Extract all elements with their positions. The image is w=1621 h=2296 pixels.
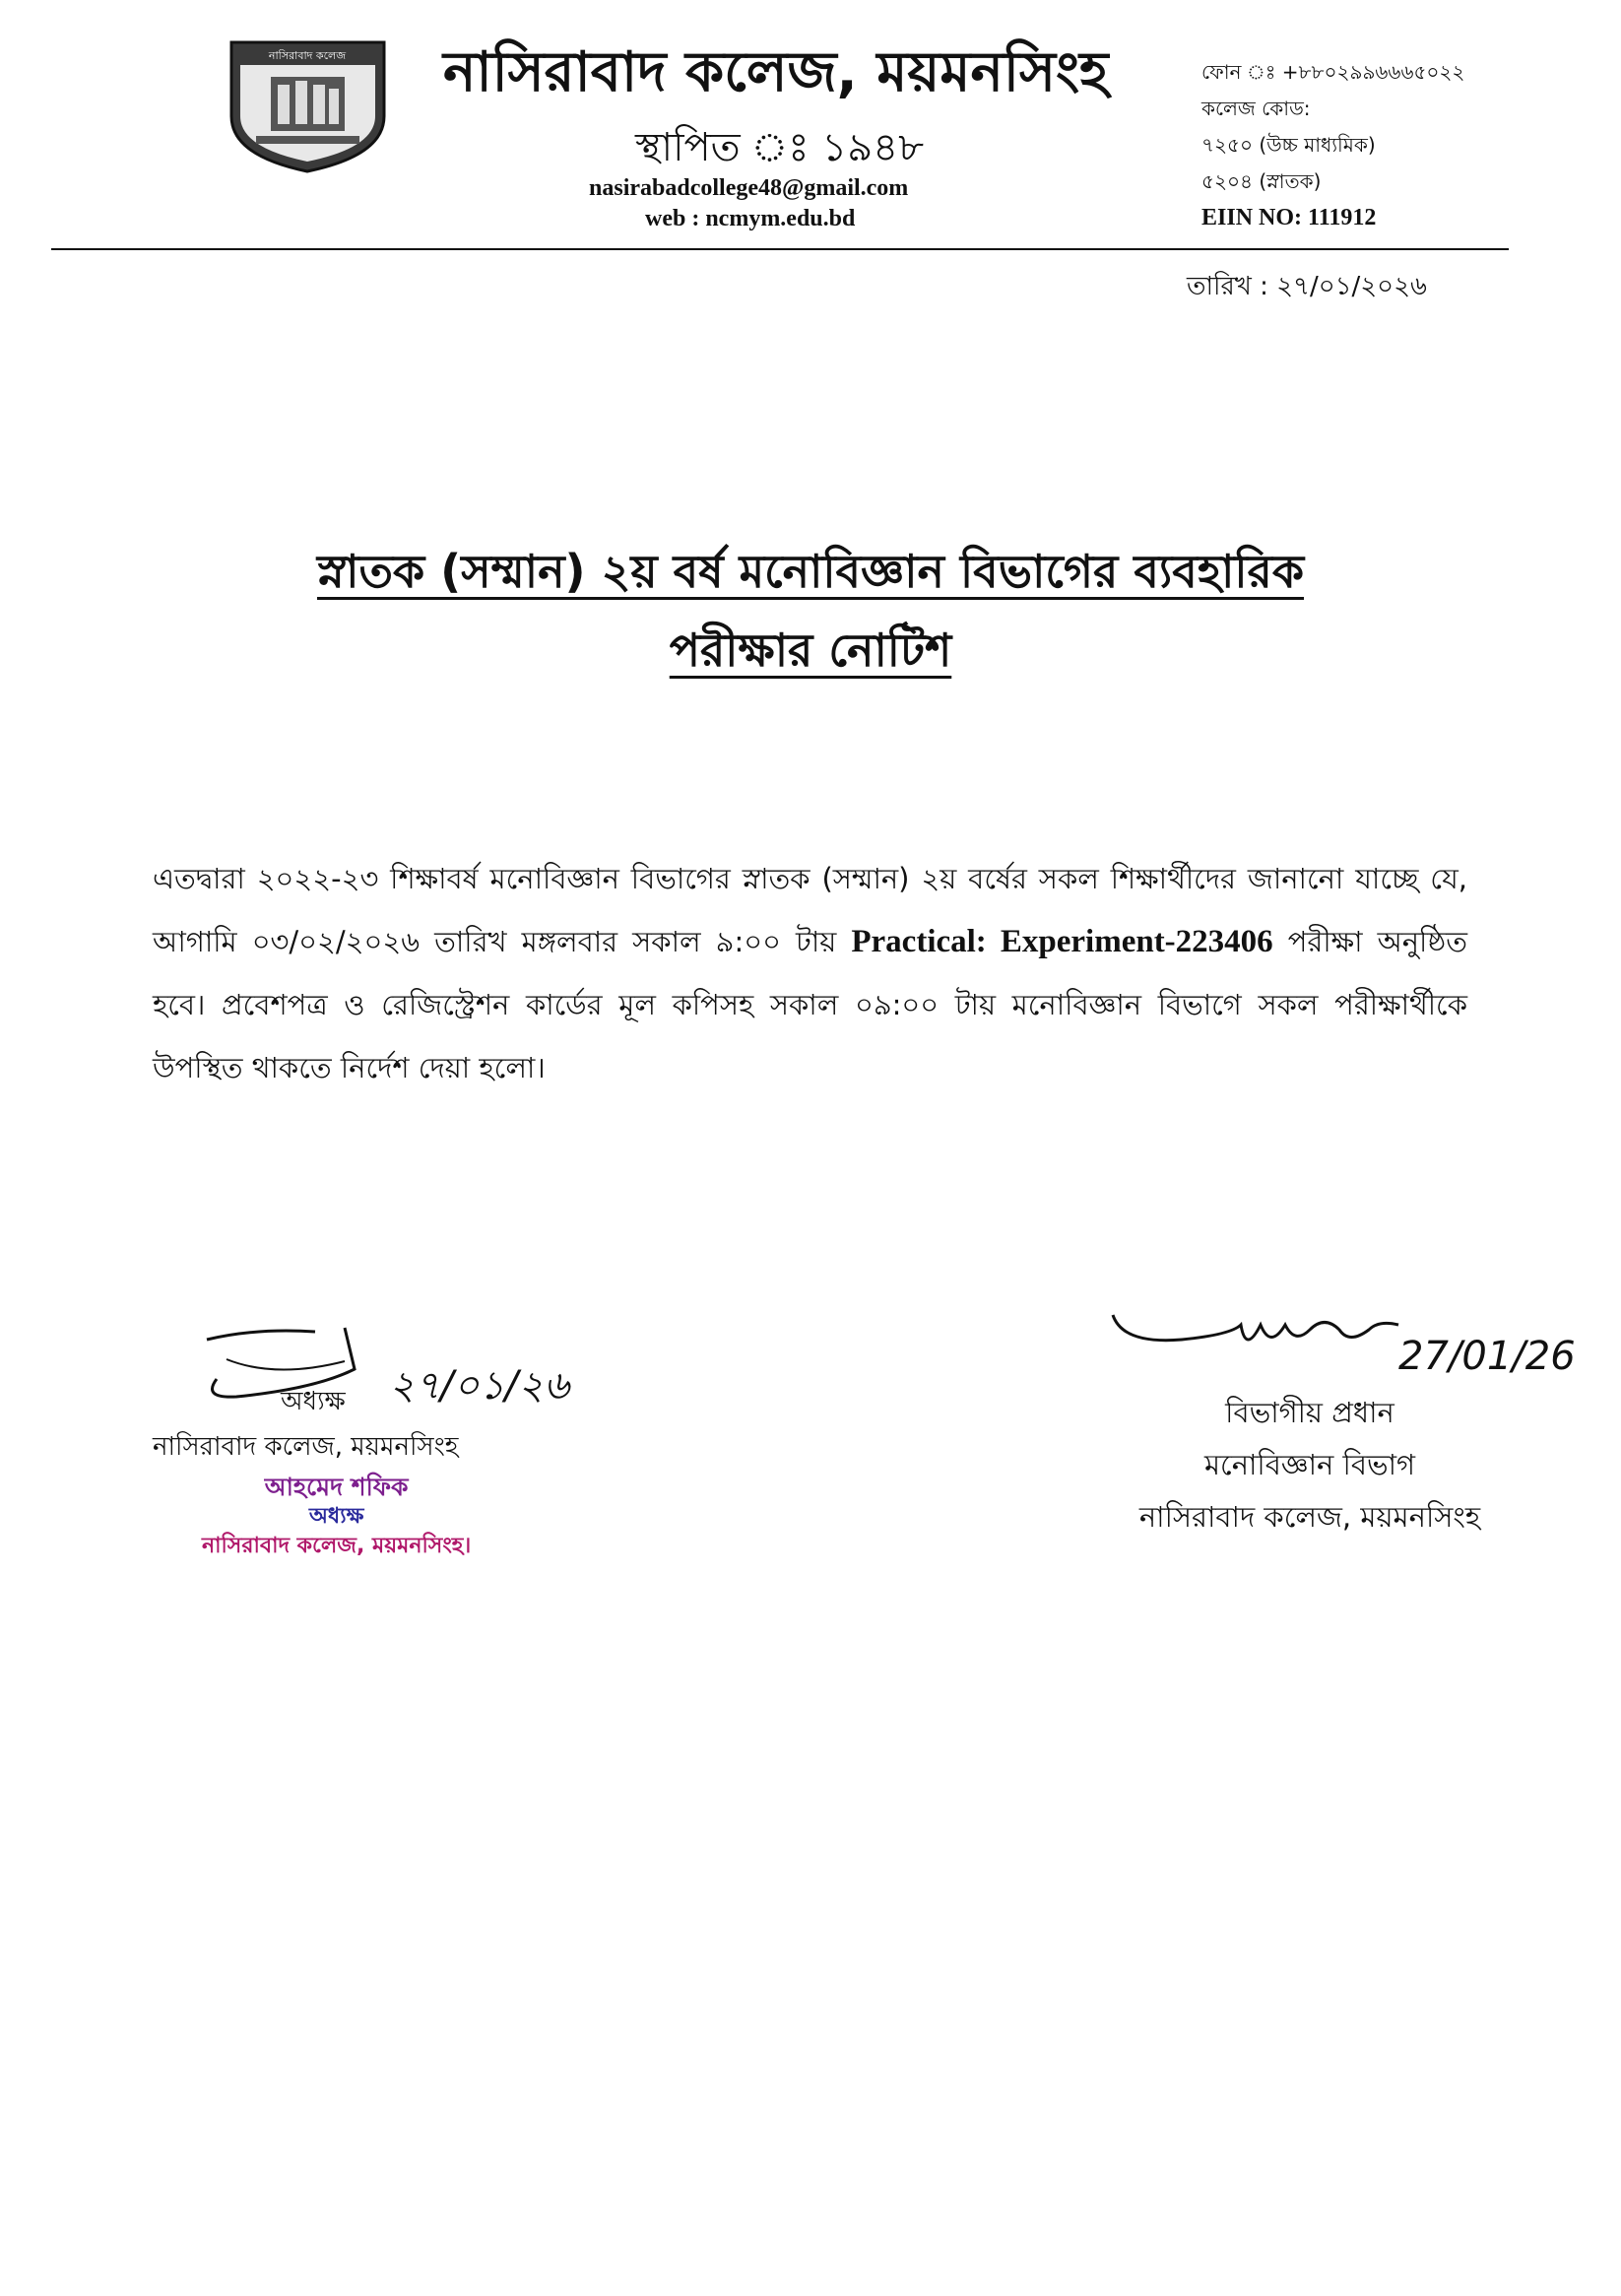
- college-code-hsc: ৭২৫০ (উচ্চ মাধ্যমিক): [1201, 133, 1376, 157]
- principal-signature-date: ২৭/০১/২৬: [389, 1363, 569, 1409]
- notice-body: [153, 847, 1467, 1099]
- department-head-block: [1093, 1387, 1526, 1543]
- header-divider: [51, 248, 1509, 250]
- college-email: nasirabadcollege48@gmail.com: [589, 175, 909, 201]
- phone-number: ফোন ঃ +৮৮০২৯৯৬৬৬৫০২২: [1201, 60, 1465, 84]
- department-head-signature-date: 27/01/26: [1398, 1334, 1576, 1379]
- college-website: web : ncmym.edu.bd: [645, 206, 856, 231]
- established-year: স্থাপিত ঃ ১৯৪৮: [635, 125, 925, 170]
- department-institution: নাসিরাবাদ কলেজ, ময়মনসিংহ: [1138, 1500, 1481, 1534]
- college-logo: [227, 37, 389, 175]
- stamp-institution: নাসিরাবাদ কলেজ, ময়মনসিংহ।: [202, 1534, 472, 1558]
- college-code-label: কলেজ কোড:: [1201, 97, 1311, 120]
- exam-code: Practical: Experiment-223406: [851, 924, 1273, 959]
- contact-block: [1201, 54, 1464, 236]
- notice-title: [158, 532, 1463, 689]
- principal-title: অধ্যক্ষ: [281, 1387, 346, 1416]
- department-name: মনোবিজ্ঞান বিভাগ: [1203, 1448, 1416, 1481]
- title-line-1: স্নাতক (সম্মান) ২য় বর্ষ মনোবিজ্ঞান বিভাগের ব্যবহারিক: [316, 545, 1305, 598]
- college-code-degree: ৫২০৪ (স্নাতক): [1201, 169, 1322, 193]
- principal-institution: নাসিরাবাদ কলেজ, ময়মনসিংহ: [153, 1432, 459, 1462]
- principal-block: [153, 1379, 458, 1470]
- department-head-title: বিভাগীয় প্রধান: [1225, 1396, 1394, 1429]
- eiin-number: EIIN NO: 111912: [1201, 205, 1377, 230]
- principal-stamp: [202, 1473, 471, 1561]
- stamp-title: অধ্যক্ষ: [308, 1504, 364, 1529]
- notice-date: তারিখ : ২৭/০১/২০২৬: [1187, 272, 1427, 301]
- body-part-2: পরীক্ষা অনুষ্ঠিত হবে। প্রবেশপত্র ও রেজিস্ট্রেশন কার্ডের মূল কপিসহ সকাল ০৯:০০ টায় মনোবিজ্ঞান বিভাগে সকল পরীক্ষার্থীকে উপস্থিত থাকতে নির্দেশ দেয়া হলো।: [153, 925, 1467, 1084]
- stamp-name: আহমেদ শফিক: [264, 1473, 409, 1501]
- college-name: নাসিরাবাদ কলেজ, ময়মনসিংহ: [443, 40, 1109, 104]
- body-part-1: এতদ্বারা ২০২২-২৩ শিক্ষাবর্ষ মনোবিজ্ঞান বিভাগের স্নাতক (সম্মান) ২য় বর্ষের সকল শিক্ষার্থীদের জানানো যাচ্ছে যে, আগামি ০৩/০২/২০২৬ তারিখ মঙ্গলবার সকাল ৯:০০ টায়: [153, 862, 1467, 958]
- title-line-2: পরীক্ষার নোটিশ: [669, 623, 952, 677]
- logo-text: নাসিরাবাদ কলেজ: [268, 49, 347, 62]
